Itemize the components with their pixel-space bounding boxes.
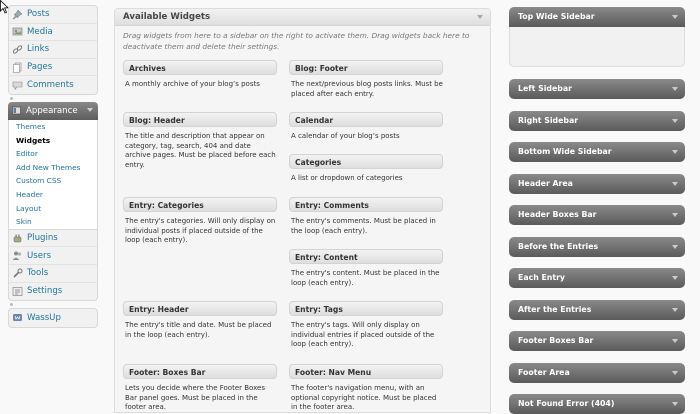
menu-item-label: WassUp — [27, 312, 61, 323]
chevron-down-icon[interactable] — [672, 276, 678, 280]
sidebar-header-boxes-bar[interactable] — [509, 205, 685, 225]
submenu-item-layout[interactable]: Layout — [16, 203, 42, 213]
widget-title[interactable]: Entry: Comments — [289, 197, 443, 212]
panel-title: Available Widgets — [123, 12, 211, 22]
sidebar-footer-boxes-bar[interactable] — [509, 331, 685, 351]
sidebar-each-entry[interactable] — [509, 268, 685, 288]
widget-description: A monthly archive of your blog’s posts — [125, 80, 260, 88]
widget-blog-header[interactable] — [123, 112, 277, 170]
plugin-icon — [12, 233, 23, 244]
wassup-icon — [12, 312, 23, 323]
widget-archives[interactable] — [123, 60, 277, 90]
menu-item-links[interactable] — [9, 41, 97, 59]
menu-group-admin — [8, 230, 98, 301]
appearance-icon — [11, 105, 22, 116]
menu-item-label: Tools — [27, 268, 49, 279]
submenu-item-header[interactable]: Header — [16, 189, 43, 199]
pages-icon — [12, 62, 23, 73]
menu-separator — [8, 95, 98, 102]
widget-description: A calendar of your blog’s posts — [291, 132, 400, 140]
widget-title[interactable]: Entry: Content — [289, 249, 443, 264]
widget-description: The entry's categories. Will only display on individual posts if placed outside of the loop (each entry). — [125, 217, 276, 245]
menu-item-appearance[interactable] — [8, 102, 98, 120]
menu-item-label: Pages — [27, 62, 53, 73]
widget-title[interactable]: Categories — [289, 154, 443, 169]
available-widgets-header[interactable] — [115, 9, 490, 26]
chevron-down-icon[interactable] — [672, 245, 678, 249]
menu-item-label: Settings — [27, 286, 63, 297]
sidebar-not-found-error[interactable] — [509, 394, 685, 414]
menu-item-media[interactable] — [9, 24, 97, 42]
sidebar-after-entries[interactable] — [509, 300, 685, 320]
widget-title[interactable]: Footer: Nav Menu — [289, 364, 443, 379]
widget-description: The title and description that appear on category, tag, search, 404 and date archive pages. Must be placed before each entry. — [125, 132, 276, 169]
media-icon — [12, 26, 23, 37]
menu-item-label: Media — [27, 26, 53, 37]
menu-item-users[interactable] — [9, 247, 97, 265]
sidebar-title: Left Sidebar — [518, 84, 572, 93]
menu-item-label: Links — [27, 44, 50, 55]
submenu-item-add-new-themes[interactable]: Add New Themes — [16, 162, 81, 172]
menu-item-comments[interactable] — [9, 76, 97, 94]
widget-description: Lets you decide where the Footer Boxes Bar panel goes. Must be placed in the footer area. — [125, 384, 265, 412]
menu-item-label: Users — [27, 250, 52, 261]
chevron-down-icon[interactable] — [672, 15, 678, 19]
sidebar-right[interactable] — [509, 111, 685, 131]
widget-title[interactable]: Footer: Boxes Bar — [123, 364, 277, 379]
sidebar-title: Before the Entries — [518, 241, 599, 251]
sidebar-bottom-wide[interactable] — [509, 142, 685, 162]
users-icon — [12, 250, 23, 261]
widget-entry-categories[interactable] — [123, 197, 277, 246]
widget-blog-footer[interactable] — [289, 60, 443, 99]
chevron-down-icon[interactable] — [672, 339, 678, 343]
chevron-down-icon[interactable] — [672, 213, 678, 217]
submenu-item-widgets[interactable]: Widgets — [16, 135, 51, 145]
sidebar-title: Not Found Error (404) — [518, 399, 615, 408]
available-widgets-panel — [114, 8, 491, 413]
menu-separator — [8, 301, 98, 308]
menu-item-label: Comments — [27, 80, 74, 91]
comment-icon — [12, 80, 23, 91]
sidebar-title: Right Sidebar — [518, 115, 579, 125]
widget-categories[interactable] — [289, 154, 443, 184]
sidebar-footer-area[interactable] — [509, 363, 685, 383]
sidebar-header-area[interactable] — [509, 174, 685, 194]
menu-item-pages[interactable] — [9, 59, 97, 77]
settings-icon — [12, 286, 23, 297]
sidebar-title: Header Area — [518, 178, 573, 188]
widget-entry-header[interactable] — [123, 301, 277, 340]
widget-description: The entry's title and date. Must be placed in the loop (each entry). — [125, 321, 272, 339]
panel-description: Drag widgets from here to a sidebar on the right to activate them. Drag widgets back here to deactivate them and delete their settings. — [123, 31, 470, 51]
submenu-item-custom-css[interactable]: Custom CSS — [16, 176, 62, 186]
widget-calendar[interactable] — [289, 112, 443, 142]
chevron-down-icon[interactable] — [672, 182, 678, 186]
widget-description: The entry's tags. Will only display on individual entries if placed outside of the loop (each entry). — [291, 321, 435, 349]
sidebar-title: Bottom Wide Sidebar — [518, 147, 612, 156]
sidebar-title: Each Entry — [518, 273, 566, 282]
sidebar-top-wide-dropzone[interactable] — [509, 27, 685, 67]
chevron-down-icon[interactable] — [672, 150, 678, 154]
widget-entry-content[interactable] — [289, 249, 443, 288]
widget-description: The entry's content. Must be placed in the loop (each entry). — [291, 269, 440, 287]
widget-footer-boxes-bar[interactable] — [123, 364, 277, 413]
chevron-down-icon[interactable] — [474, 9, 486, 25]
widget-title[interactable]: Blog: Footer — [289, 60, 443, 75]
sidebar-title: After the Entries — [518, 304, 592, 314]
chevron-down-icon[interactable] — [672, 308, 678, 312]
widget-description: The next/previous blog posts links. Must be placed after each entry. — [291, 80, 443, 98]
widget-title[interactable]: Blog: Header — [123, 112, 277, 127]
sidebar-title: Top Wide Sidebar — [518, 12, 595, 21]
menu-group-content — [8, 5, 98, 95]
submenu-item-editor[interactable]: Editor — [16, 149, 38, 159]
menu-item-settings[interactable] — [9, 283, 97, 301]
pin-icon — [12, 9, 23, 20]
sidebar-top-wide[interactable] — [509, 7, 685, 27]
menu-item-wassup[interactable] — [9, 309, 97, 327]
widget-description: A list or dropdown of categories — [291, 174, 403, 182]
menu-item-label: Plugins — [27, 233, 58, 244]
menu-item-plugins[interactable] — [9, 230, 97, 248]
widget-title[interactable]: Entry: Header — [123, 301, 277, 316]
sidebar-title: Footer Area — [518, 367, 570, 377]
menu-item-posts[interactable] — [9, 6, 97, 24]
menu-item-tools[interactable] — [9, 265, 97, 283]
chevron-down-icon[interactable] — [672, 87, 678, 91]
widget-title[interactable]: Entry: Categories — [123, 197, 277, 212]
sidebar-title: Footer Boxes Bar — [518, 336, 594, 345]
chevron-down-icon[interactable] — [87, 108, 93, 112]
sidebar-title: Header Boxes Bar — [518, 210, 597, 219]
sidebar-before-entries[interactable] — [509, 237, 685, 257]
widget-entry-comments[interactable] — [289, 197, 443, 236]
admin-menu — [8, 5, 98, 328]
chevron-down-icon[interactable] — [672, 371, 678, 375]
widget-description: The footer's navigation menu, with an optional copyright notice. Must be placed in the footer area. — [291, 384, 437, 412]
tools-icon — [12, 268, 23, 279]
widget-title[interactable]: Calendar — [289, 112, 443, 127]
submenu-item-themes[interactable]: Themes — [16, 121, 46, 131]
widget-footer-nav-menu[interactable] — [289, 364, 443, 413]
appearance-submenu — [8, 120, 98, 230]
link-icon — [12, 44, 23, 55]
sidebar-left[interactable] — [509, 79, 685, 99]
chevron-down-icon[interactable] — [672, 402, 678, 406]
chevron-down-icon[interactable] — [672, 119, 678, 123]
widget-description: The entry's comments. Must be placed in the loop (each entry). — [291, 217, 436, 235]
menu-group-appearance — [8, 102, 98, 230]
widget-title[interactable]: Entry: Tags — [289, 301, 443, 316]
widget-entry-tags[interactable] — [289, 301, 443, 350]
menu-item-label: Appearance — [26, 105, 78, 116]
menu-group-wassup — [8, 308, 98, 328]
widget-title[interactable]: Archives — [123, 60, 277, 75]
menu-item-label: Posts — [27, 9, 50, 20]
submenu-item-skin[interactable]: Skin — [16, 217, 32, 227]
